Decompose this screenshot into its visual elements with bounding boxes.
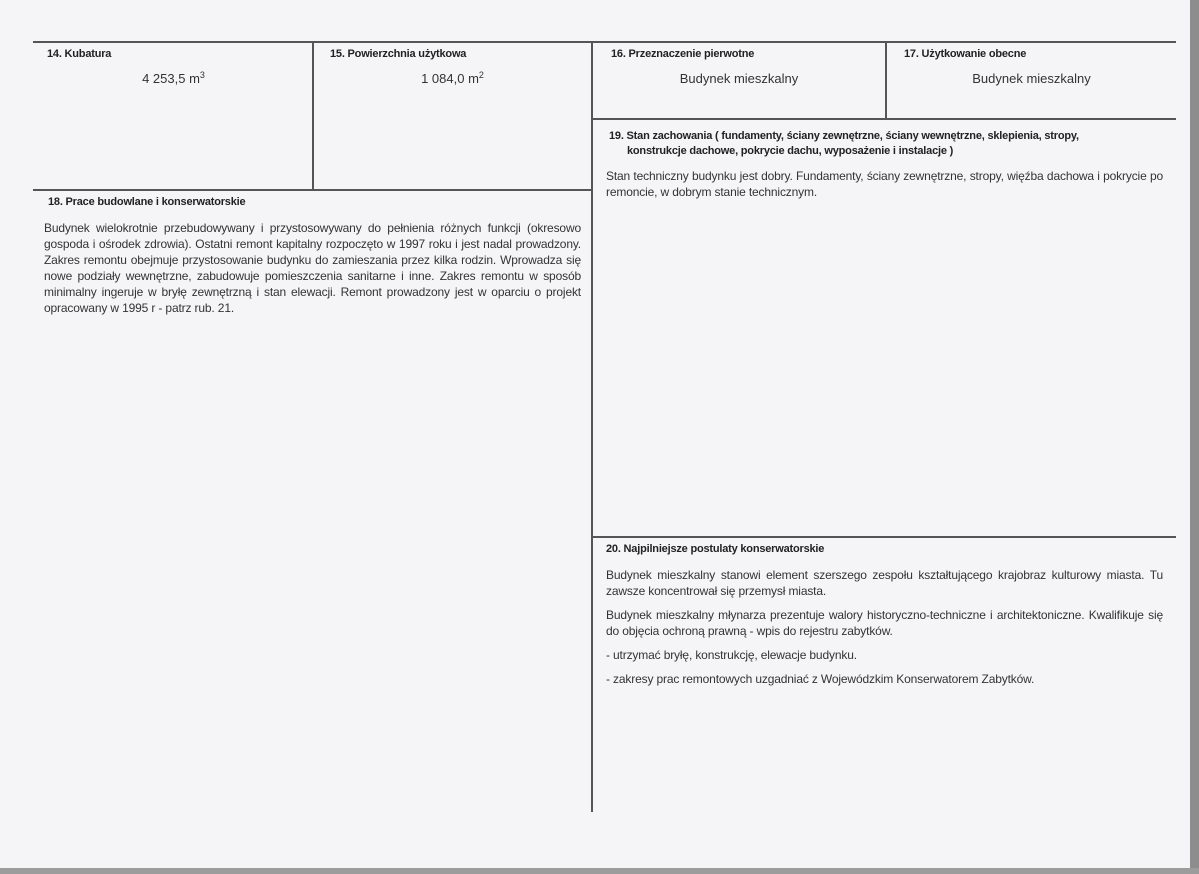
postulaty-paragraph-3: - utrzymać bryłę, konstrukcję, elewacje budynku.: [606, 648, 857, 662]
divider-14-15: [312, 41, 314, 190]
rule-above-20: [593, 536, 1176, 538]
kubatura-value: [35, 67, 312, 87]
postulaty-paragraph-2: Budynek mieszkalny młynarza prezentuje walory historyczno-techniczne i architektoniczne. Kwalifikuje się do objęcia ochroną prawną - wpis do rejestru zabytków.: [606, 608, 1163, 638]
stan-zachowania-text: Stan techniczny budynku jest dobry. Fundamenty, ściany zewnętrzne, stropy, więźba dachowa i pokrycie po remoncie, w dobrym stanie technicznym.: [606, 169, 1163, 199]
przeznaczenie-value: Budynek mieszkalny: [679, 71, 799, 86]
powierzchnia-value: [314, 67, 591, 87]
stan-zachowania-label-line1: 19. Stan zachowania ( fundamenty, ściany zewnętrzne, ściany wewnętrzne, sklepienia, stropy,: [609, 130, 1079, 142]
top-rule: [33, 41, 1176, 43]
postulaty-paragraph-4: - zakresy prac remontowych uzgadniać z Wojewódzkim Konserwatorem Zabytków.: [606, 672, 1035, 686]
prace-budowlane-text: Budynek wielokrotnie przebudowywany i przystosowywany do pełnienia różnych funkcji (okresowo gospoda i ośrodek zdrowia). Ostatni remont kapitalny rozpoczęto w 1997 roku i jest nadal prowadzony. Zakres remontu obejmuje przystosowanie budynku do zamieszania przez kilka rodzin. Wprowadza się nowe podziały wewnętrzne, zabudowuje pomieszczenia sanitarne i inne. Zakres remontu w sposób minimalny ingeruje w bryłę zewnętrzną i stan elewacji. Remont prowadzony jest w oparciu o projekt opracowany w 1995 r - patrz rub. 21.: [44, 221, 581, 315]
postulaty-label: 20. Najpilniejsze postulaty konserwatorskie: [606, 543, 825, 555]
stan-zachowania-label-line2: konstrukcje dachowe, pokrycie dachu, wyposażenie i instalacje ): [627, 145, 954, 157]
powierzchnia-number: 1 084,0 m: [421, 71, 479, 86]
rule-under-16-17: [593, 118, 1176, 120]
divider-left-right: [591, 41, 593, 812]
przeznaczenie-label: 16. Przeznaczenie pierwotne: [611, 48, 755, 60]
powierzchnia-label: 15. Powierzchnia użytkowa: [330, 48, 467, 60]
kubatura-label: 14. Kubatura: [47, 48, 112, 60]
kubatura-unit-exponent: 3: [199, 70, 205, 80]
postulaty-paragraph-1: Budynek mieszkalny stanowi element szerszego zespołu kształtującego krajobraz kulturowy miasta. Tu zawsze koncentrował się przemysł miasta.: [606, 568, 1163, 598]
uzytkowanie-value: Budynek mieszkalny: [972, 71, 1091, 86]
powierzchnia-unit-exponent: 2: [478, 70, 484, 80]
scan-edge-bottom: [0, 868, 1199, 874]
postulaty-text: [606, 567, 1163, 695]
kubatura-number: 4 253,5 m: [142, 71, 200, 86]
prace-budowlane-label: 18. Prace budowlane i konserwatorskie: [48, 196, 246, 208]
uzytkowanie-label: 17. Użytkowanie obecne: [904, 48, 1027, 60]
rule-above-18: [33, 189, 593, 191]
scan-edge-right: [1190, 0, 1199, 874]
